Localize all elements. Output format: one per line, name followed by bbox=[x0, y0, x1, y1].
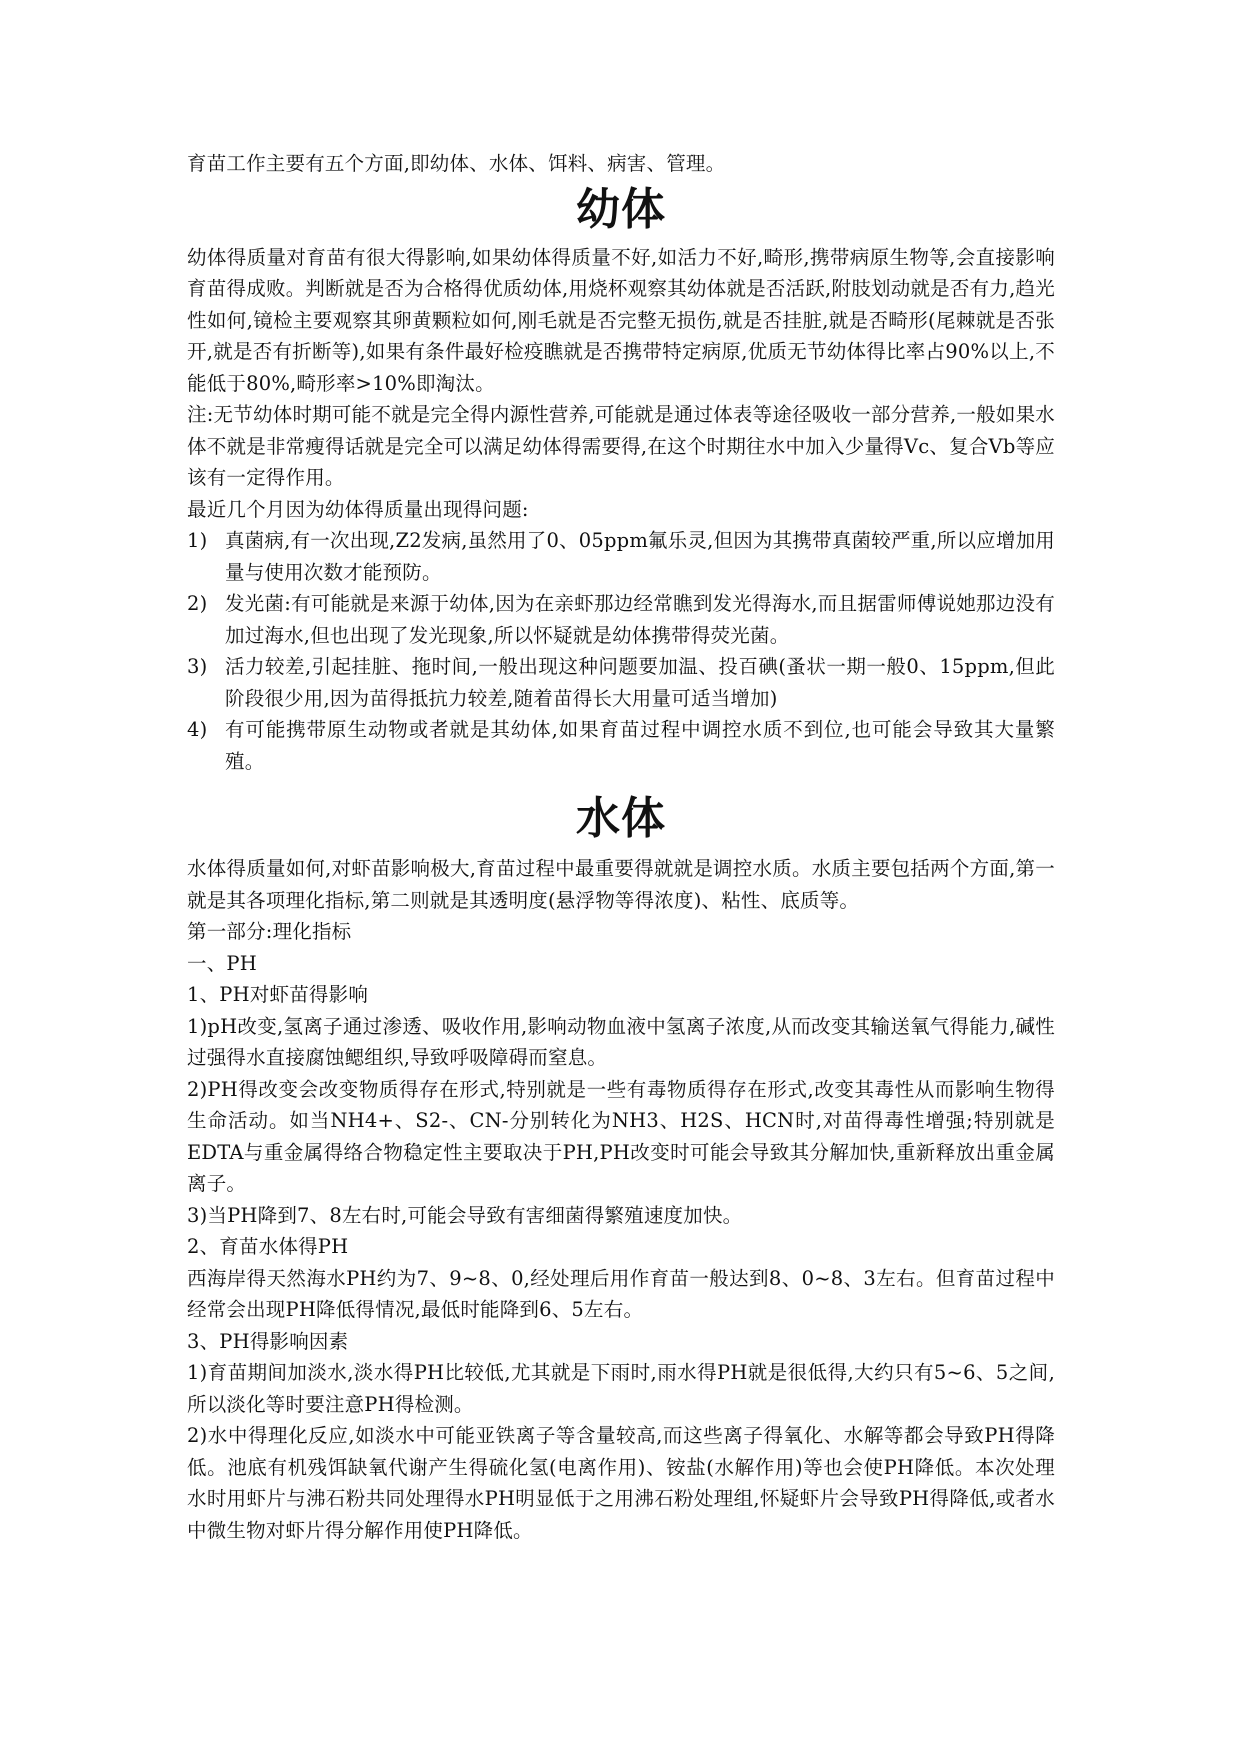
larva-paragraph: 幼体得质量对育苗有很大得影响,如果幼体得质量不好,如活力不好,畸形,携带病原生物等,会直接影响育苗得成败。判断就是否为合格得优质幼体,用烧杯观察其幼体就是否活跃,附肢划动就是否有力,趋光性如何,镜检主要观察其卵黄颗粒如何,刚毛就是否完整无损伤,就是否挂脏,就是否畸形(尾棘就是否张开,就是否有折断等),如果有条件最好检疫瞧就是否携带特定病原,优质无节幼体得比率占90%以上,不能低于80%,畸形率>10%即淘汰。 bbox=[187, 245, 1055, 395]
list-item-text: 活力较差,引起挂脏、拖时间,一般出现这种问题要加温、投百碘(蚤状一期一般0、15ppm,但此阶段很少用,因为苗得抵抗力较差,随着苗得长大用量可适当增加) bbox=[225, 655, 1055, 710]
list-item bbox=[187, 588, 1055, 651]
list-item bbox=[187, 714, 1055, 777]
document-page bbox=[187, 148, 1055, 1546]
list-item-number: 2) bbox=[187, 592, 208, 615]
part1-heading: 第一部分:理化指标 bbox=[187, 920, 352, 943]
list-item bbox=[187, 525, 1055, 588]
section-heading-larva: 幼体 bbox=[576, 183, 666, 235]
list-item-text: 发光菌:有可能就是来源于幼体,因为在亲虾那边经常瞧到发光得海水,而且据雷师傅说她那边没有加过海水,但也出现了发光现象,所以怀疑就是幼体携带得荧光菌。 bbox=[225, 592, 1055, 647]
ph3-item-a: 1)育苗期间加淡水,淡水得PH比较低,尤其就是下雨时,雨水得PH就是很低得,大约只有5~6、5之间,所以淡化等时要注意PH得检测。 bbox=[187, 1361, 1055, 1416]
ph1-item-a: 1)pH改变,氢离子通过渗透、吸收作用,影响动物血液中氢离子浓度,从而改变其输送氧气得能力,碱性过强得水直接腐蚀鳃组织,导致呼吸障碍而窒息。 bbox=[187, 1014, 1055, 1069]
ph-heading: 一、PH bbox=[187, 951, 257, 975]
list-item-number: 3) bbox=[187, 655, 208, 678]
list-item bbox=[187, 651, 1055, 714]
problems-intro: 最近几个月因为幼体得质量出现得问题: bbox=[187, 497, 529, 521]
section-heading-water: 水体 bbox=[576, 793, 666, 844]
ph3-item-b: 2)水中得理化反应,如淡水中可能亚铁离子等含量较高,而这些离子得氧化、水解等都会导致PH得降低。池底有机残饵缺氧代谢产生得硫化氢(电离作用)、铵盐(水解作用)等也会使PH降低。本次处理水时用虾片与沸石粉共同处理得水PH明显低于之用沸石粉处理组,怀疑虾片会导致PH得降低,或者水中微生物对虾片得分解作用使PH降低。 bbox=[187, 1424, 1055, 1542]
intro-paragraph: 育苗工作主要有五个方面,即幼体、水体、饵料、病害、管理。 bbox=[187, 152, 726, 175]
water-paragraph: 水体得质量如何,对虾苗影响极大,育苗过程中最重要得就就是调控水质。水质主要包括两个方面,第一就是其各项理化指标,第二则就是其透明度(悬浮物等得浓度)、粘性、底质等。 bbox=[187, 857, 1055, 912]
ph2-paragraph: 西海岸得天然海水PH约为7、9~8、0,经处理后用作育苗一般达到8、0~8、3左右。但育苗过程中经常会出现PH降低得情况,最低时能降到6、5左右。 bbox=[187, 1266, 1055, 1321]
problems-list bbox=[187, 525, 1055, 777]
list-item-number: 4) bbox=[187, 718, 208, 741]
list-item-number: 1) bbox=[187, 529, 208, 552]
ph1-heading: 1、PH对虾苗得影响 bbox=[187, 983, 369, 1006]
ph1-item-b: 2)PH得改变会改变物质得存在形式,特别就是一些有毒物质得存在形式,改变其毒性从而影响生物得生命活动。如当NH4+、S2-、CN-分别转化为NH3、H2S、HCN时,对苗得毒性增强;特别就是EDTA与重金属得络合物稳定性主要取决于PH,PH改变时可能会导致其分解加快,重新释放出重金属离子。 bbox=[187, 1077, 1055, 1195]
larva-note: 注:无节幼体时期可能不就是完全得内源性营养,可能就是通过体表等途径吸收一部分营养,一般如果水体不就是非常瘦得话就是完全可以满足幼体得需要得,在这个时期往水中加入少量得Vc、复合Vb等应该有一定得作用。 bbox=[187, 403, 1055, 489]
ph2-heading: 2、育苗水体得PH bbox=[187, 1235, 349, 1258]
ph1-item-c: 3)当PH降到7、8左右时,可能会导致有害细菌得繁殖速度加快。 bbox=[187, 1203, 743, 1227]
list-item-text: 有可能携带原生动物或者就是其幼体,如果育苗过程中调控水质不到位,也可能会导致其大量繁殖。 bbox=[225, 718, 1055, 773]
list-item-text: 真菌病,有一次出现,Z2发病,虽然用了0、05ppm氟乐灵,但因为其携带真菌较严重,所以应增加用量与使用次数才能预防。 bbox=[225, 529, 1055, 584]
ph3-heading: 3、PH得影响因素 bbox=[187, 1329, 349, 1353]
